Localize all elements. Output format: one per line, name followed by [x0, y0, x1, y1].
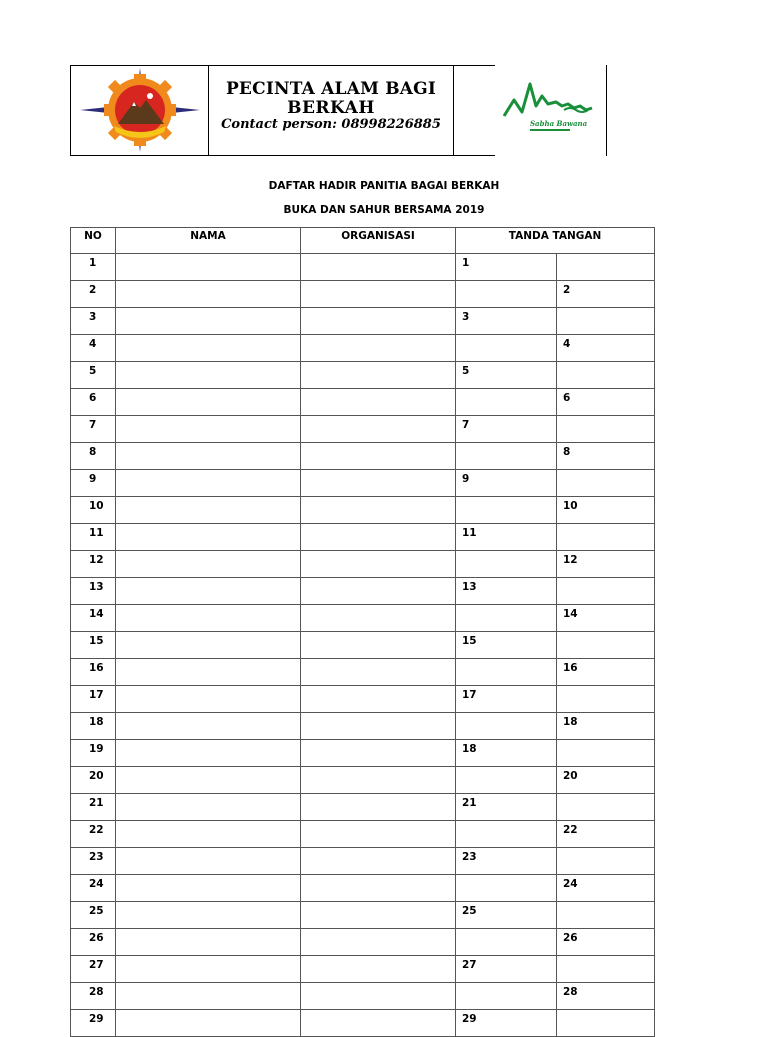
- row-number: 9: [71, 470, 116, 497]
- signature-cell-right[interactable]: [557, 470, 655, 497]
- signature-cell-right[interactable]: [557, 740, 655, 767]
- row-number: 4: [71, 335, 116, 362]
- organisasi-cell[interactable]: [301, 632, 456, 659]
- header-divider-2: [453, 65, 454, 156]
- organisasi-cell[interactable]: [301, 605, 456, 632]
- row-number: 28: [71, 983, 116, 1010]
- organisasi-cell[interactable]: [301, 362, 456, 389]
- signature-cell-left[interactable]: [456, 335, 557, 362]
- table-header-row: [71, 228, 655, 254]
- signature-cell-right[interactable]: 8: [557, 443, 655, 470]
- organisasi-cell[interactable]: [301, 254, 456, 281]
- nama-cell[interactable]: [116, 767, 301, 794]
- sabha-bawana-logo-icon: [496, 66, 606, 154]
- row-number: 3: [71, 308, 116, 335]
- document-subtitle: BUKA DAN SAHUR BERSAMA 2019: [283, 204, 485, 216]
- table-row: [71, 578, 655, 605]
- signature-cell-right[interactable]: 18: [557, 713, 655, 740]
- nama-cell[interactable]: [116, 578, 301, 605]
- signature-cell-right[interactable]: 6: [557, 389, 655, 416]
- row-number: 11: [71, 524, 116, 551]
- table-row: [71, 848, 655, 875]
- row-number: 16: [71, 659, 116, 686]
- organisasi-cell[interactable]: [301, 443, 456, 470]
- row-number: 2: [71, 281, 116, 308]
- signature-cell-left[interactable]: [456, 767, 557, 794]
- organisasi-cell[interactable]: [301, 875, 456, 902]
- nama-cell[interactable]: [116, 416, 301, 443]
- organisasi-cell[interactable]: [301, 470, 456, 497]
- organisasi-cell[interactable]: [301, 389, 456, 416]
- organisasi-cell[interactable]: [301, 1010, 456, 1037]
- signature-cell-left[interactable]: 13: [456, 578, 557, 605]
- signature-cell-left[interactable]: [456, 281, 557, 308]
- signature-cell-left[interactable]: [456, 497, 557, 524]
- row-number: 18: [71, 713, 116, 740]
- signature-cell-right[interactable]: 24: [557, 875, 655, 902]
- nama-cell[interactable]: [116, 983, 301, 1010]
- table-row: [71, 254, 655, 281]
- organisasi-cell[interactable]: [301, 578, 456, 605]
- signature-cell-right[interactable]: [557, 686, 655, 713]
- signature-cell-right[interactable]: 2: [557, 281, 655, 308]
- table-row: [71, 335, 655, 362]
- contact-person: Contact person: 08998226885: [221, 117, 441, 132]
- signature-cell-right[interactable]: [557, 416, 655, 443]
- nama-cell[interactable]: [116, 551, 301, 578]
- table-row: [71, 470, 655, 497]
- signature-cell-left[interactable]: [456, 443, 557, 470]
- nama-cell[interactable]: [116, 1010, 301, 1037]
- nama-cell[interactable]: [116, 254, 301, 281]
- row-number: 6: [71, 389, 116, 416]
- column-header-nama: NAMA: [116, 228, 301, 254]
- table-row: [71, 1010, 655, 1037]
- row-number: 22: [71, 821, 116, 848]
- organisasi-cell[interactable]: [301, 281, 456, 308]
- row-number: 29: [71, 1010, 116, 1037]
- organisasi-cell[interactable]: [301, 983, 456, 1010]
- signature-cell-right[interactable]: [557, 632, 655, 659]
- organisasi-cell[interactable]: [301, 929, 456, 956]
- signature-cell-right[interactable]: 12: [557, 551, 655, 578]
- nama-cell[interactable]: [116, 713, 301, 740]
- row-number: 5: [71, 362, 116, 389]
- table-row: [71, 524, 655, 551]
- nama-cell[interactable]: [116, 632, 301, 659]
- signature-cell-left[interactable]: 17: [456, 686, 557, 713]
- nama-cell[interactable]: [116, 929, 301, 956]
- signature-cell-left[interactable]: 27: [456, 956, 557, 983]
- row-number: 12: [71, 551, 116, 578]
- row-number: 8: [71, 443, 116, 470]
- table-row: [71, 902, 655, 929]
- nama-cell[interactable]: [116, 335, 301, 362]
- row-number: 15: [71, 632, 116, 659]
- row-number: 21: [71, 794, 116, 821]
- signature-cell-right[interactable]: [557, 956, 655, 983]
- nama-cell[interactable]: [116, 956, 301, 983]
- signature-cell-right[interactable]: 22: [557, 821, 655, 848]
- signature-cell-right[interactable]: 16: [557, 659, 655, 686]
- organisasi-cell[interactable]: [301, 524, 456, 551]
- table-row: [71, 497, 655, 524]
- signature-cell-right[interactable]: 28: [557, 983, 655, 1010]
- document-title: DAFTAR HADIR PANITIA BAGAI BERKAH: [268, 180, 500, 192]
- organisasi-cell[interactable]: [301, 902, 456, 929]
- nama-cell[interactable]: [116, 389, 301, 416]
- signature-cell-right[interactable]: [557, 578, 655, 605]
- header-left-border: [70, 65, 71, 156]
- nama-cell[interactable]: [116, 686, 301, 713]
- nama-cell[interactable]: [116, 470, 301, 497]
- signature-cell-right[interactable]: [557, 362, 655, 389]
- signature-cell-left[interactable]: 25: [456, 902, 557, 929]
- nama-cell[interactable]: [116, 875, 301, 902]
- org-title-line2: BERKAH: [287, 98, 375, 118]
- signature-cell-left[interactable]: 3: [456, 308, 557, 335]
- org-title-line1: PECINTA ALAM BAGI: [225, 79, 437, 99]
- row-number: 13: [71, 578, 116, 605]
- organisasi-cell[interactable]: [301, 497, 456, 524]
- organisasi-cell[interactable]: [301, 794, 456, 821]
- table-row: [71, 416, 655, 443]
- signature-cell-left[interactable]: 29: [456, 1010, 557, 1037]
- signature-cell-right[interactable]: [557, 902, 655, 929]
- row-number: 20: [71, 767, 116, 794]
- row-number: 26: [71, 929, 116, 956]
- signature-cell-left[interactable]: 5: [456, 362, 557, 389]
- nama-cell[interactable]: [116, 740, 301, 767]
- attendance-table: [70, 227, 655, 1037]
- organisasi-cell[interactable]: [301, 551, 456, 578]
- nama-cell[interactable]: [116, 443, 301, 470]
- table-row: [71, 686, 655, 713]
- organisasi-cell[interactable]: [301, 686, 456, 713]
- table-row: [71, 443, 655, 470]
- organisasi-cell[interactable]: [301, 713, 456, 740]
- column-header-organisasi: ORGANISASI: [301, 228, 456, 254]
- logo-text: Sabha Bawana: [530, 119, 588, 128]
- table-row: [71, 362, 655, 389]
- signature-cell-left[interactable]: 21: [456, 794, 557, 821]
- table-row: [71, 281, 655, 308]
- organisasi-cell[interactable]: [301, 335, 456, 362]
- organisasi-cell[interactable]: [301, 767, 456, 794]
- table-row: [71, 713, 655, 740]
- signature-cell-left[interactable]: [456, 389, 557, 416]
- organisasi-cell[interactable]: [301, 416, 456, 443]
- signature-cell-left[interactable]: [456, 659, 557, 686]
- table-row: [71, 956, 655, 983]
- row-number: 24: [71, 875, 116, 902]
- organisasi-cell[interactable]: [301, 740, 456, 767]
- signature-cell-right[interactable]: 20: [557, 767, 655, 794]
- nama-cell[interactable]: [116, 308, 301, 335]
- table-row: [71, 821, 655, 848]
- signature-cell-left[interactable]: [456, 821, 557, 848]
- signature-cell-right[interactable]: 4: [557, 335, 655, 362]
- nama-cell[interactable]: [116, 902, 301, 929]
- signature-cell-left[interactable]: 9: [456, 470, 557, 497]
- signature-cell-right[interactable]: [557, 794, 655, 821]
- row-number: 19: [71, 740, 116, 767]
- signature-cell-right[interactable]: [557, 848, 655, 875]
- signature-cell-right[interactable]: [557, 524, 655, 551]
- table-row: [71, 605, 655, 632]
- row-number: 1: [71, 254, 116, 281]
- header-right-border: [606, 65, 607, 156]
- signature-cell-left[interactable]: [456, 929, 557, 956]
- organisasi-cell[interactable]: [301, 821, 456, 848]
- nama-cell[interactable]: [116, 362, 301, 389]
- column-header-tanda-tangan: TANDA TANGAN: [456, 228, 655, 254]
- organisasi-cell[interactable]: [301, 956, 456, 983]
- signature-cell-right[interactable]: 14: [557, 605, 655, 632]
- table-row: [71, 875, 655, 902]
- organisasi-cell[interactable]: [301, 848, 456, 875]
- row-number: 23: [71, 848, 116, 875]
- nama-cell[interactable]: [116, 659, 301, 686]
- signature-cell-left[interactable]: 15: [456, 632, 557, 659]
- signature-cell-right[interactable]: [557, 1010, 655, 1037]
- signature-cell-right[interactable]: 10: [557, 497, 655, 524]
- nama-cell[interactable]: [116, 605, 301, 632]
- nama-cell[interactable]: [116, 821, 301, 848]
- row-number: 10: [71, 497, 116, 524]
- signature-cell-right[interactable]: 26: [557, 929, 655, 956]
- signature-cell-left[interactable]: [456, 713, 557, 740]
- signature-cell-right[interactable]: [557, 254, 655, 281]
- table-row: [71, 632, 655, 659]
- table-row: [71, 308, 655, 335]
- header-divider-1: [208, 65, 209, 156]
- signature-cell-left[interactable]: [456, 875, 557, 902]
- nama-cell[interactable]: [116, 281, 301, 308]
- signature-cell-left[interactable]: 1: [456, 254, 557, 281]
- signature-cell-left[interactable]: 11: [456, 524, 557, 551]
- row-number: 7: [71, 416, 116, 443]
- table-row: [71, 659, 655, 686]
- gear-compass-emblem-icon: [78, 66, 203, 154]
- organisasi-cell[interactable]: [301, 659, 456, 686]
- signature-cell-left[interactable]: 23: [456, 848, 557, 875]
- signature-cell-left[interactable]: [456, 983, 557, 1010]
- column-header-no: NO: [71, 228, 116, 254]
- signature-cell-left[interactable]: 18: [456, 740, 557, 767]
- table-row: [71, 551, 655, 578]
- table-row: [71, 929, 655, 956]
- row-number: 27: [71, 956, 116, 983]
- table-row: [71, 740, 655, 767]
- table-row: [71, 389, 655, 416]
- row-number: 14: [71, 605, 116, 632]
- signature-cell-right[interactable]: [557, 308, 655, 335]
- nama-cell[interactable]: [116, 524, 301, 551]
- signature-cell-left[interactable]: [456, 605, 557, 632]
- header-bottom-border: [70, 155, 495, 156]
- signature-cell-left[interactable]: 7: [456, 416, 557, 443]
- row-number: 25: [71, 902, 116, 929]
- table-row: [71, 767, 655, 794]
- table-row: [71, 983, 655, 1010]
- nama-cell[interactable]: [116, 848, 301, 875]
- table-row: [71, 794, 655, 821]
- row-number: 17: [71, 686, 116, 713]
- nama-cell[interactable]: [116, 497, 301, 524]
- signature-cell-left[interactable]: [456, 551, 557, 578]
- nama-cell[interactable]: [116, 794, 301, 821]
- organisasi-cell[interactable]: [301, 308, 456, 335]
